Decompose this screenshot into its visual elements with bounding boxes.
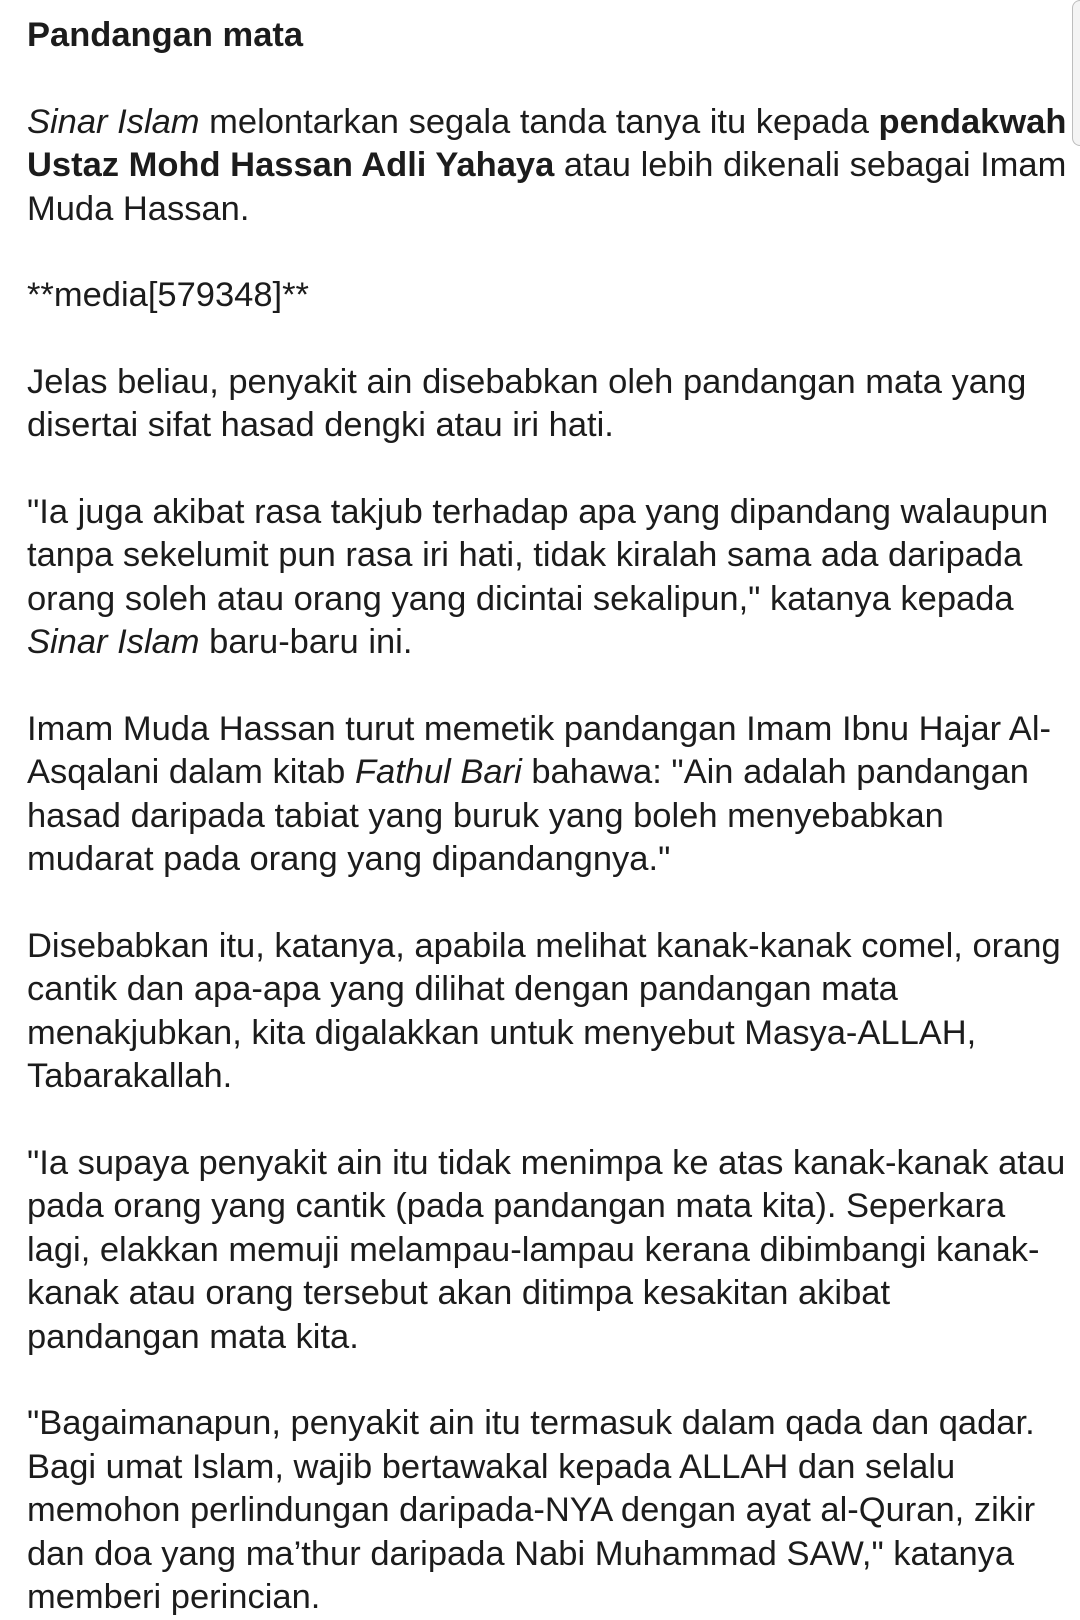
paragraph-4-text-b: baru-baru ini. [199,623,413,661]
media-placeholder: **media[579348]** [27,276,309,314]
paragraph-5-text-b: bahawa: "Ain adalah pandangan hasad daripada tabiat yang buruk yang boleh menyebabkan mudarat pada orang yang dipandangnya." [27,753,1029,878]
paragraph-6: Disebabkan itu, katanya, apabila melihat kanak-kanak comel, orang cantik dan apa-apa yang dilihat dengan pandangan mata menakjubkan, kita digalakkan untuk menyebut Masya-ALLAH, Tabarakallah. [27,926,1061,1095]
source-name-italic: Sinar Islam [27,102,200,141]
paragraph-8: "Bagaimanapun, penyakit ain itu termasuk dalam qada dan qadar. Bagi umat Islam, wajib bertawakal kepada ALLAH dan selalu memohon perlindungan daripada-NYA dengan ayat al-Quran, zikir dan doa yang ma’thur daripada Nabi Muhammad SAW," katanya memberi perincian. [27,1404,1036,1616]
paragraph-7: "Ia supaya penyakit ain itu tidak menimpa ke atas kanak-kanak atau pada orang yang cantik (pada pandangan mata kita). Seperkara lagi, elakkan memuji melampau-lampau kerana dibimbangi kanak-kanak atau orang tersebut akan ditimpa kesakitan akibat pandangan mata kita. [27,1143,1066,1356]
article-body [27,14,1067,1620]
section-heading: Pandangan mata [27,16,304,54]
scrollbar-thumb[interactable] [1072,0,1080,146]
paragraph-1-text-a: melontarkan segala tanda tanya itu kepada [199,102,879,141]
paragraph-3: Jelas beliau, penyakit ain disebabkan oleh pandangan mata yang disertai sifat hasad dengki atau iri hati. [27,362,1027,444]
paragraph-4 [27,491,1067,665]
preacher-name-bold: pendakwah Ustaz Mohd Hassan Adli Yahaya [27,102,1067,184]
paragraph-5-text-a: Imam Muda Hassan turut memetik pandangan Imam Ibnu Hajar Al-Asqalani dalam kitab [27,709,1051,791]
paragraph-4-text-a: "Ia juga akibat rasa takjub terhadap apa yang dipandang walaupun tanpa sekelumit pun rasa iri hati, tidak kiralah sama ada daripada orang soleh atau orang yang dicintai sekalipun," katanya kepada [27,492,1049,618]
paragraph-1 [27,101,1067,232]
paragraph-1-text-b: atau lebih dikenali sebagai Imam Muda Hassan. [27,146,1067,228]
paragraph-5 [27,708,1067,882]
source-name-italic: Sinar Islam [27,623,200,661]
book-title-italic: Fathul Bari [354,753,522,791]
